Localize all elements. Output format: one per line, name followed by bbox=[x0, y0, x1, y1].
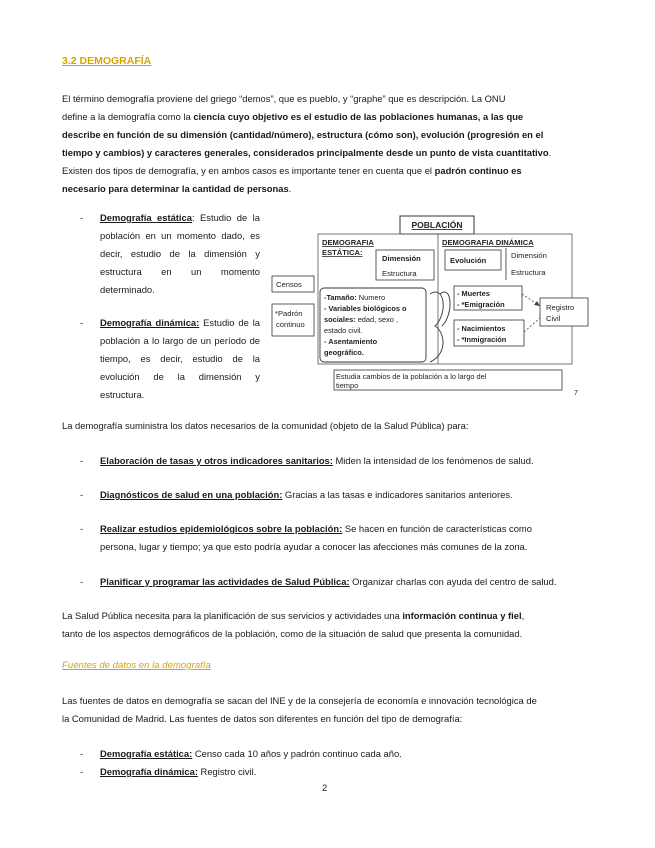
poblacion-label: POBLACIÓN bbox=[411, 220, 463, 230]
intro-paragraph bbox=[62, 90, 595, 198]
svg-text:- *Inmigración: - *Inmigración bbox=[457, 335, 507, 344]
intro-line: define a la demografía como la ciencia cuyo objetivo es el estudio de las poblaciones humanas, a las que bbox=[62, 111, 524, 122]
bullet-dash: - bbox=[80, 748, 84, 759]
bullet-dash: - bbox=[80, 576, 84, 587]
dem-estatica-label-1: DEMOGRAFIA bbox=[322, 238, 374, 247]
svg-text:- Asentamiento: - Asentamiento bbox=[324, 337, 378, 346]
bullet-dash: - bbox=[80, 455, 84, 466]
svg-text:tiempo: tiempo bbox=[336, 381, 359, 390]
dimension-label: Dimensión bbox=[382, 254, 421, 263]
sources-paragraph: Las fuentes de datos en demografía se sacan del INE y de la consejería de economía e innovación tecnológica de la Comunidad de Madrid. Las fuentes de datos son diferentes en función del tipo de demografía: bbox=[62, 695, 537, 724]
dynamic-demography-item: Demografía dinámica: Estudio de la población a lo largo de un período de tiempo, es decir, estudio de la evolución de la dimensión y estructura. bbox=[100, 317, 260, 400]
bullet-dash: - bbox=[80, 212, 84, 223]
static-demography-item: Demografía estática: Estudio de la población en un momento dado, es decir, estudio de la dimensión y estructura en un momento determinado. bbox=[100, 212, 260, 295]
svg-text:Civil: Civil bbox=[546, 314, 561, 323]
svg-text:Estudia cambios de la població: Estudia cambios de la población a lo largo del bbox=[336, 372, 487, 381]
svg-text:- *Emigración: - *Emigración bbox=[457, 300, 505, 309]
salud-paragraph: La Salud Pública necesita para la planificación de sus servicios y actividades una información continua y fiel, tanto de los aspectos demográficos de la población, como de la situación de salud que presenta la comunidad. bbox=[62, 610, 525, 639]
diagram-svg bbox=[270, 214, 592, 404]
page-number: 2 bbox=[322, 782, 328, 793]
use-item: Diagnósticos de salud en una población: Gracias a las tasas e indicadores sanitarios anteriores. bbox=[100, 489, 513, 500]
estructura-label: Estructura bbox=[382, 269, 417, 278]
dem-estatica-label-2: ESTÁTICA: bbox=[322, 248, 363, 257]
curved-connector bbox=[430, 292, 443, 362]
use-item: Elaboración de tasas y otros indicadores sanitarios: Miden la intensidad de los fenómenos de salud. bbox=[100, 455, 534, 466]
censos-label: Censos bbox=[276, 280, 302, 289]
use-item: Planificar y programar las actividades de Salud Pública: Organizar charlas con ayuda del centro de salud. bbox=[100, 576, 557, 587]
section-heading: 3.2 DEMOGRAFÍA bbox=[62, 55, 152, 67]
svg-text:estado civil.: estado civil. bbox=[324, 326, 363, 335]
population-diagram bbox=[270, 214, 592, 404]
intro-line: describe en función de su dimensión (cantidad/número), estructura (cómo son), evolución (progresión en el bbox=[62, 129, 544, 140]
svg-text:sociales: edad, sexo ,: sociales: edad, sexo , bbox=[324, 315, 398, 324]
svg-text:-Tamaño: Numero: -Tamaño: Numero bbox=[324, 293, 386, 302]
source-item: Demografía estática: Censo cada 10 años y padrón continuo cada año. bbox=[100, 748, 402, 759]
uses-intro: La demografía suministra los datos necesarios de la comunidad (objeto de la Salud Pública) para: bbox=[62, 420, 469, 431]
svg-text:- Muertes: - Muertes bbox=[457, 289, 490, 298]
svg-text:- Nacimientos: - Nacimientos bbox=[457, 324, 506, 333]
bullet-dash: - bbox=[80, 766, 84, 777]
footnote-mark: 7 bbox=[574, 390, 578, 397]
svg-text:Registro: Registro bbox=[546, 303, 575, 312]
evolucion-label: Evolución bbox=[450, 256, 487, 265]
sources-heading: Fuentes de datos en la demografía bbox=[62, 660, 211, 671]
intro-line: El término demografía proviene del griego “demos”, que es pueblo, y “graphe” que es descripción. La ONU bbox=[62, 93, 506, 104]
bullet-dash: - bbox=[80, 317, 84, 328]
source-item: Demografía dinámica: Registro civil. bbox=[100, 766, 257, 777]
intro-line: Existen dos tipos de demografía, y en ambos casos es importante tener en cuenta que el padrón continuo es bbox=[62, 165, 522, 176]
intro-line: tiempo y cambios) y caracteres generales, considerados principalmente desde un punto de vista cuantitativo. bbox=[62, 147, 552, 158]
dem-dinamica-label: DEMOGRAFIA DINÁMICA bbox=[442, 238, 534, 247]
padron-label-2: continuo bbox=[276, 320, 305, 329]
svg-text:geográfico.: geográfico. bbox=[324, 348, 364, 357]
svg-text:- Variables biológicos o: - Variables biológicos o bbox=[324, 304, 407, 313]
use-item: Realizar estudios epidemiológicos sobre la población: Se hacen en función de características como persona, lugar y tiempo; ya que esto podría ayudar a conocer las afecciones más comunes de la zona. bbox=[100, 523, 532, 552]
padron-label-1: *Padrón bbox=[275, 309, 303, 318]
dimension2-label: Dimensión bbox=[511, 251, 547, 260]
estructura2-label: Estructura bbox=[511, 268, 546, 277]
bullet-dash: - bbox=[80, 523, 84, 534]
intro-line: necesario para determinar la cantidad de personas. bbox=[62, 183, 292, 194]
bullet-dash: - bbox=[80, 489, 84, 500]
